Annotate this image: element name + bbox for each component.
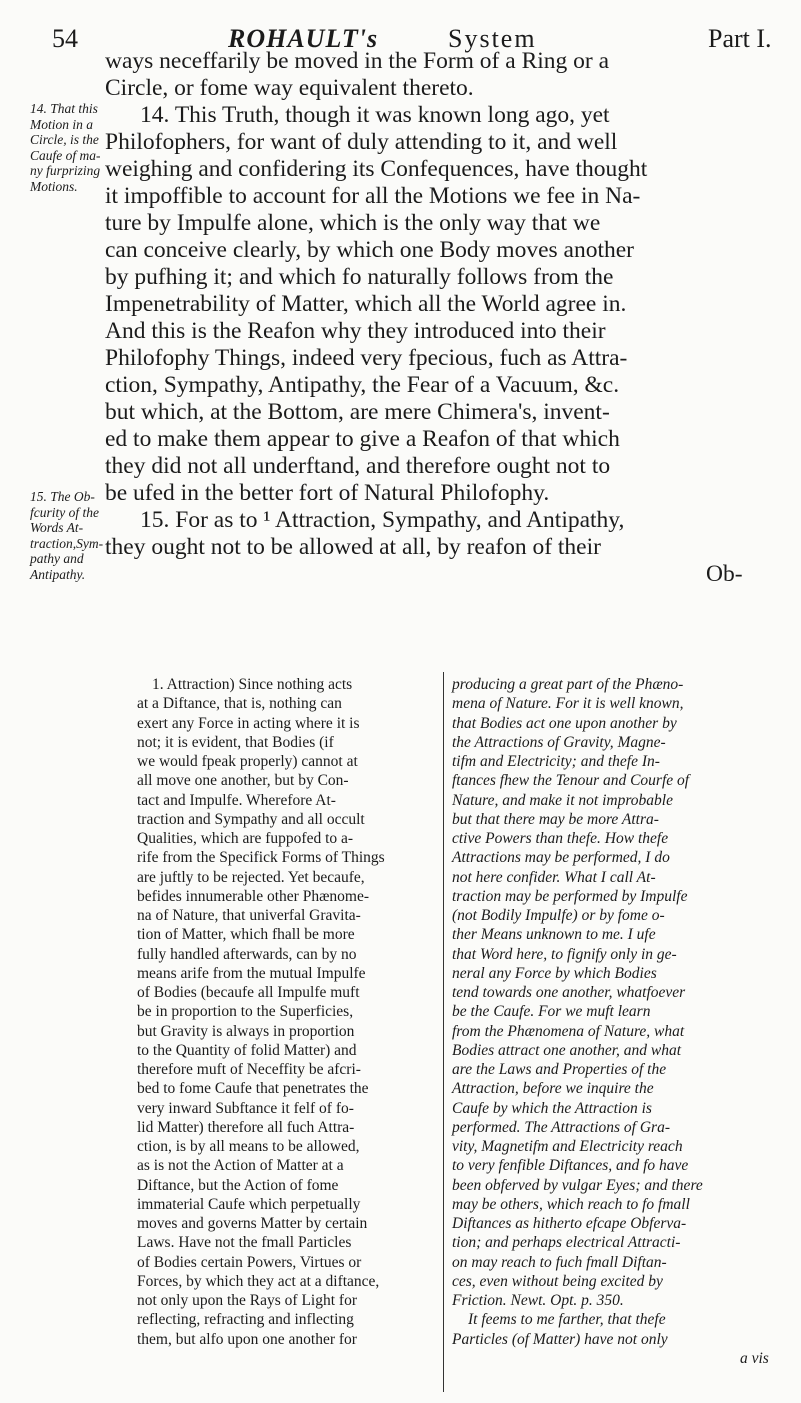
footnote-line: tion of Matter, which fhall be more [137,926,355,944]
text-line: they did not all underftand, and therefore ought not to [105,453,611,479]
footnote-line: to very fenfible Diftances, and fo have [452,1157,689,1175]
text-line: ture by Impulfe alone, which is the only way that we [105,210,601,236]
footnote-line: of Bodies certain Powers, Virtues or [137,1253,362,1271]
footnote-line: not only upon the Rays of Light for [137,1292,357,1309]
footnote-line: Diftance, but the Action of fome [137,1176,339,1194]
text-line: Circle, or fome way equivalent thereto. [105,75,474,101]
footnote-line: Attractions may be performed, I do [452,849,670,867]
footnote-line: Caufe by which the Attraction is [452,1099,652,1117]
margin-note-line: Antipathy. [30,566,86,582]
footnote-line: tend towards one another, whatfoever [452,984,686,1001]
footnote-line: rife from the Specifick Forms of Things [137,849,385,867]
footnote-line: at a Diftance, that is, nothing can [137,695,342,713]
footnote-line: producing a great part of the Phæno- [452,676,684,693]
footnote-line: ftances fhew the Tenour and Courfe of [452,772,690,790]
footnote-line: traction and Sympathy and all occult [137,810,365,828]
footnote-line: immaterial Caufe which perpetually [137,1195,361,1213]
text-line: Impenetrability of Matter, which all the World agree in. [105,291,627,317]
footnote-line: from the Phænomena of Nature, what [452,1022,685,1040]
footnote-line: Particles (of Matter) have not only [452,1330,668,1348]
footnote-line: the Attractions of Gravity, Magne- [452,733,666,751]
margin-note-line: Motion in a [30,116,93,132]
footnote-line: to the Quantity of folid Matter) and [137,1041,357,1059]
footnote-line: fully handled afterwards, can by no [137,945,357,963]
footnote-line: tact and Impulfe. Wherefore At- [137,791,336,809]
footnote-line: traction may be performed by Impulfe [452,887,688,905]
footnote-line: vity, Magnetifm and Electricity reach [452,1138,683,1155]
text-line: Ob- [706,561,743,587]
footnote-line: all move one another, but by Con- [137,772,349,790]
footnote-line: not; it is evident, that Bodies (if [137,733,334,751]
footnote-line: means arife from the mutual Impulfe [137,964,366,982]
footnote-line: It feems to me farther, that thefe [468,1311,666,1329]
footnote-line: that Word here, to fignify only in ge- [452,945,677,963]
margin-note-line: Words At- [30,520,84,535]
footnote-line: Forces, by which they act at a diftance, [137,1272,380,1290]
margin-note-line: ny furprizing [30,163,101,178]
footnote-line: Laws. Have not the fmall Particles [137,1234,352,1252]
footnote-line: Diftances as hitherto efcape Obferva- [452,1215,687,1232]
footnote-line: but Gravity is always in proportion [137,1022,355,1040]
text-line: by pufhing it; and which fo naturally follows from the [105,264,614,290]
footnote-line: exert any Force in acting where it is [137,714,360,732]
footnote-line: of Bodies (becaufe all Impulfe muft [137,984,360,1001]
footnote-line: reflecting, refracting and inflecting [137,1311,354,1329]
footnote-line: na of Nature, that univerfal Gravita- [137,907,361,924]
footnote-line: be in proportion to the Superficies, [137,1003,354,1021]
footnote-line: tifm and Electricity; and thefe In- [452,753,660,770]
footnote-line: befides innumerable other Phænome- [137,887,370,905]
footnote-line: (not Bodily Impulfe) or by fome o- [452,907,665,924]
footnote-line: but that there may be more Attra- [452,810,659,828]
footnote-line: moves and governs Matter by certain [137,1215,368,1232]
footnote-line: may be others, which reach to fo fmall [452,1195,690,1213]
footnote-line: 1. Attraction) Since nothing acts [152,676,353,693]
margin-note-line: Circle, is the [30,132,99,147]
margin-note-line: 15. The Ob- [30,489,95,504]
text-line: ways neceffarily be moved in the Form of a Ring or a [105,48,610,74]
running-title: ROHAULT's [228,24,379,53]
footnote-line: them, but alfo upon one another for [137,1330,357,1348]
margin-note-line: Caufe of ma- [30,147,101,163]
text-line: be ufed in the better fort of Natural Philofophy. [105,480,550,506]
footnote-line: a vis [740,1349,769,1367]
footnote-line: tion; and perhaps electrical Attracti- [452,1234,681,1252]
text-line: weighing and confidering its Confequences, have thought [105,156,648,182]
footnote-line: Attraction, before we inquire the [452,1080,654,1098]
footnote-line: ction, is by all means to be allowed, [137,1138,360,1155]
footnote-line: neral any Force by which Bodies [452,964,657,982]
footnote-line: Qualities, which are fuppofed to a- [137,830,354,847]
text-line: they ought not to be allowed at all, by reafon of their [105,534,601,560]
footnote-line: Bodies attract one another, and what [452,1041,682,1059]
footnote-line: are juftly to be rejected. Yet becaufe, [137,868,365,886]
footnote-line: on may reach to fuch fmall Diftan- [452,1253,667,1271]
footnote-line: Nature, and make it not improbable [452,791,673,809]
footnote-line: ces, even without being excited by [452,1272,663,1290]
footnote-line: mena of Nature. For it is well known, [452,695,684,713]
footnote-line: not here confider. What I call At- [452,868,656,886]
footnote-line: as is not the Action of Matter at a [137,1157,344,1175]
text-line: Philofophy Things, indeed very fpecious, fuch as Attra- [105,345,628,371]
margin-note-line: 14. That this [30,101,98,116]
footnote-line: that Bodies act one upon another by [452,714,677,732]
part-label: Part I. [708,24,772,53]
footnote-line: therefore muft of Neceffity be afcri- [137,1061,361,1078]
text-line: ed to make them appear to give a Reafon of that which [105,426,620,452]
running-title-system: System [448,24,537,53]
footnote-line: we would fpeak properly) cannot at [137,753,358,770]
margin-note-line: fcurity of the [30,504,99,520]
text-line: can conceive clearly, by which one Body moves another [105,237,634,263]
footnote-line: been obferved by vulgar Eyes; and there [452,1176,703,1194]
text-line: And this is the Reafon why they introduced into their [105,318,606,344]
column-divider [443,672,444,1392]
footnote-line: Friction. Newt. Opt. p. 350. [452,1292,624,1309]
margin-note-line: Motions. [30,178,78,194]
text-line: ction, Sympathy, Antipathy, the Fear of a Vacuum, &c. [105,372,620,398]
text-line: but which, at the Bottom, are mere Chimera's, invent- [105,399,610,425]
footnote-line: lid Matter) therefore all fuch Attra- [137,1118,355,1136]
footnote-line: ther Means unknown to me. I ufe [452,926,656,944]
text-line: it impoffible to account for all the Motions we fee in Na- [105,183,641,209]
margin-note-line: pathy and [30,551,84,566]
text-line: 15. For as to ¹ Attraction, Sympathy, and Antipathy, [140,507,625,533]
text-line: 14. This Truth, though it was known long ago, yet [140,102,610,128]
footnote-line: be the Caufe. For we muft learn [452,1003,651,1021]
margin-note-line: traction,Sym- [30,535,104,551]
page-number: 54 [52,24,78,53]
footnote-line: are the Laws and Properties of the [452,1061,667,1078]
footnote-line: very inward Subftance it felf of fo- [137,1099,354,1117]
footnote-line: performed. The Attractions of Gra- [452,1118,670,1136]
text-line: Philofophers, for want of duly attending to it, and well [105,129,618,155]
footnote-line: bed to fome Caufe that penetrates the [137,1080,369,1098]
footnote-line: ctive Powers than thefe. How thefe [452,830,669,847]
